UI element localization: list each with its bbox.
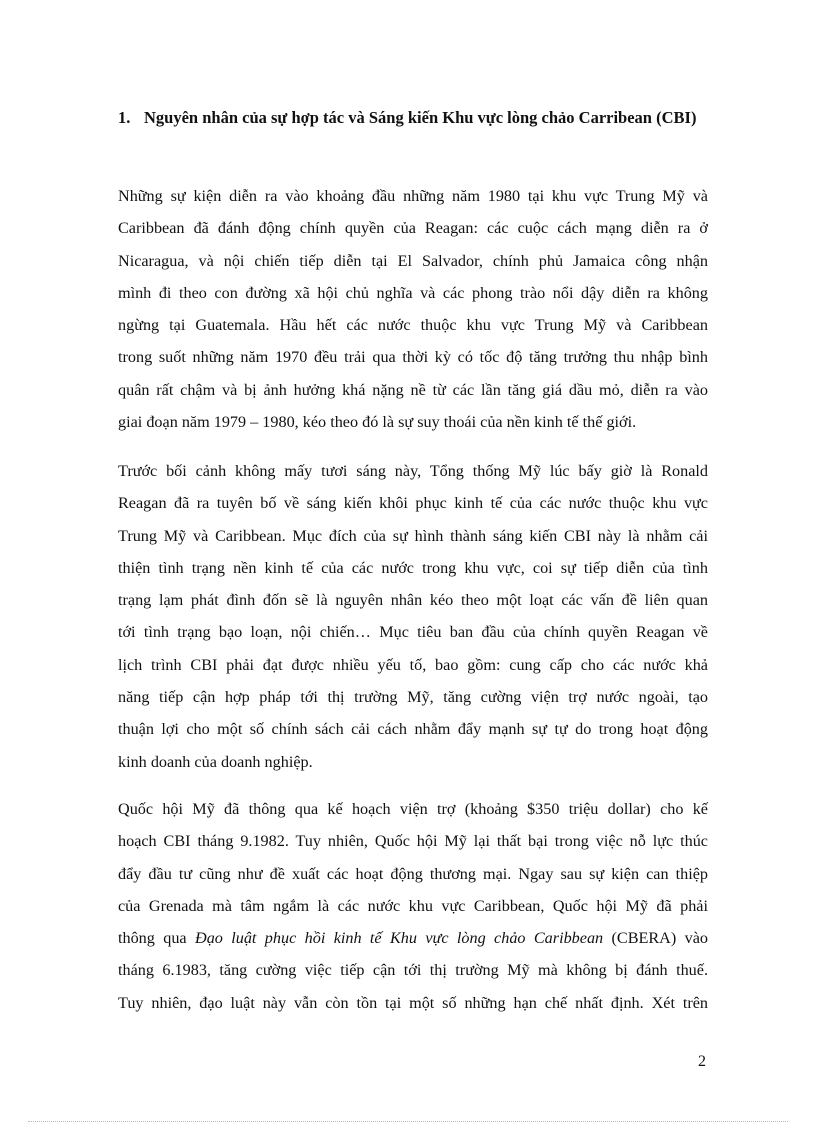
paragraph-line-with-law-title: [118, 922, 708, 954]
line-prefix: thông qua: [118, 929, 187, 948]
paragraph-line: hoạch CBI tháng 9.1982. Tuy nhiên, Quốc hội Mỹ lại thất bại trong việc nỗ lực thúc: [118, 832, 708, 851]
paragraph-line: thuận lợi cho một số chính sách cải cách nhằm đẩy mạnh sự tự do trong hoạt động: [118, 720, 708, 739]
law-title: Đạo luật phục hồi kinh tế Khu vực lòng chảo Caribbean: [195, 929, 604, 948]
paragraph-line: giai đoạn năm 1979 – 1980, kéo theo đó là sự suy thoái của nền kinh tế thế giới.: [118, 413, 637, 432]
paragraph-line: Reagan đã ra tuyên bố về sáng kiến khôi phục kinh tế của các nước thuộc khu vực: [118, 494, 708, 513]
paragraph-line: năng tiếp cận hợp pháp tới thị trường Mỹ, tăng cường viện trợ nước ngoài, tạo: [118, 688, 708, 707]
paragraph-line: mình đi theo con đường xã hội chủ nghĩa và các phong trào nổi dậy diễn ra không: [118, 283, 708, 302]
paragraph-line: của Grenada mà tâm ngắm là các nước khu vực Caribbean, Quốc hội Mỹ đã phải: [118, 896, 708, 915]
paragraph-1: [118, 180, 708, 438]
paragraph-line: Tuy nhiên, đạo luật này vẫn còn tồn tại một số những hạn chế nhất định. Xét trên: [118, 993, 708, 1012]
paragraph-line: Những sự kiện diễn ra vào khoảng đầu những năm 1980 tại khu vực Trung Mỹ và: [118, 187, 708, 205]
paragraph-line: trạng lạm phát đình đốn sẽ là nguyên nhân kéo theo một loạt các vấn đề liên quan: [118, 591, 708, 610]
paragraph-line: tới tình trạng bạo loạn, nội chiến… Mục tiêu ban đầu của chính quyền Reagan về: [118, 623, 708, 642]
paragraph-line: Caribbean đã đánh động chính quyền của Reagan: các cuộc cách mạng diễn ra ở: [118, 219, 708, 238]
paragraph-line: Trung Mỹ và Caribbean. Mục đích của sự hình thành sáng kiến CBI này là nhằm cải: [118, 526, 708, 545]
paragraph-2: [118, 455, 708, 778]
paragraph-line: tháng 6.1983, tăng cường việc tiếp cận tới thị trường Mỹ mà không bị đánh thuế.: [118, 961, 708, 980]
paragraph-line: đẩy đầu tư cũng như đề xuất các hoạt động thương mại. Ngay sau sự kiện can thiệp: [118, 864, 708, 883]
paragraph-line: lịch trình CBI phải đạt được nhiều yếu tố, bao gồm: cung cấp cho các nước khả: [118, 655, 708, 674]
paragraph-line: Trước bối cảnh không mấy tươi sáng này, Tổng thống Mỹ lúc bấy giờ là Ronald: [118, 462, 708, 480]
paragraph-line: kinh doanh của doanh nghiệp.: [118, 752, 313, 771]
paragraph-line: Nicaragua, và nội chiến tiếp diễn tại El Salvador, chính phủ Jamaica công nhận: [118, 251, 708, 270]
paragraph-line: Quốc hội Mỹ đã thông qua kế hoạch viện trợ (khoảng $350 triệu dollar) cho kế: [118, 800, 708, 818]
paragraph-line: trong suốt những năm 1970 đều trải qua thời kỳ có tốc độ tăng trưởng thu nhập bình: [118, 348, 708, 367]
paragraph-3: [118, 793, 708, 1019]
page-number: 2: [698, 1053, 706, 1070]
line-suffix: (CBERA) vào: [611, 929, 709, 948]
heading-number: 1.: [118, 108, 131, 127]
paragraph-line: ngừng tại Guatemala. Hầu hết các nước thuộc khu vực Trung Mỹ và Caribbean: [118, 316, 708, 335]
page-bottom-divider: [28, 1121, 788, 1122]
heading-text: Nguyên nhân của sự hợp tác và Sáng kiến Khu vực lòng chảo Carribean (CBI): [144, 108, 697, 127]
paragraph-line: thiện tình trạng nền kinh tế của các nước trong khu vực, coi sự tiếp diễn của tình: [118, 558, 708, 577]
paragraph-line: quân rất chậm và bị ảnh hưởng khá nặng nề từ các lần tăng giá dầu mỏ, diễn ra vào: [118, 380, 708, 399]
section-heading: [118, 102, 718, 133]
